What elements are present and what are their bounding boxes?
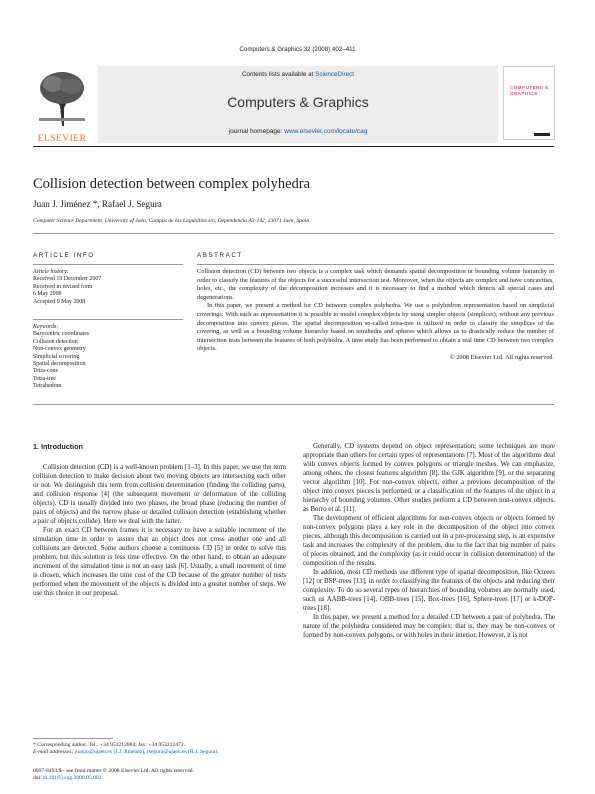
email-line [33,749,293,756]
sciencedirect-link[interactable]: ScienceDirect [315,71,354,78]
article-title: Collision detection between complex polyhedra [33,176,311,192]
abstract-body [197,268,554,363]
abstract-paragraph: Collision detection (CD) between two objects is a complex task which demands spatial decomposition or bounding volume hierarchy in order to classify the features of the objects for a successful intersection test. Moreover, when the objects are complex and have concavities, holes, etc., the complexity of the decomposition increases and it is necessary to find a method which detects all special cases and degenerations. [197,268,554,301]
body-paragraph: In addition, most CD methods use different type of spatial decomposition, like Octrees [12] or BSP-trees [13], in order to classifying the features of the objects and reducing their complexity. To do so several types of hierarchies of bounding volumes are normally used, such us AABB-trees [14], OBB-trees [15], Box-trees [16], Sphere-trees [17] or k-DOP-trees [18]. [303,569,555,612]
homepage-prefix: journal homepage: [228,128,285,135]
history-item: Received 19 December 2007 [33,276,102,283]
footnote-rule [33,738,113,739]
body-paragraph: Collision detection (CD) is a well-known problem [1–3]. In this paper, we use the term collision detection to make decision about two moving objects are intersecting each other or not. We distinguish this term from collision determination (finding the colliding parts), and collision response [4] (the subsequent movement or deformation of the colliding objects). CD is usually divided into two phases, the broad phase (reducing the number of pairs of objects) and the narrow phase or detailed collision detection (establishing whether a pair of objects collide). Here we deal with the latter. [33,464,286,525]
section-heading: 1. Introduction [33,442,83,451]
history-item: Received in revised form [33,283,93,290]
masthead-banner [98,66,498,143]
body-paragraph: Generally, CD systems depend on object representation; some techniques are more appropriate than others for certain types of representations [7]. Most of the algorithms deal with convex objects formed by convex polygons or triangle meshes. We can emphasize, among others, the closest features algorithm [8], the GJK algorithm [9], or the separating vector algorithm [10]. For non-convex objects, either a previous decomposition of the object into convex pieces is performed, or a classification of the features of the object in a hierarchy of bounding volumes. Other studies perform a CD between non-convex objects, as Borro et al. [11]. [303,443,555,513]
history-item: Accepted 9 May 2008 [33,298,86,305]
email-prefix: E-mail addresses: [33,749,75,756]
keyword-item: Tetra-tree [33,375,56,382]
keyword-item: Collision detection [33,338,78,345]
publisher-name: ELSEVIER [37,134,87,144]
keyword-item: Spatial decomposition [33,361,86,368]
keyword-item: Tetra-cone [33,368,59,375]
right-column [303,442,555,640]
keywords-rule [33,319,183,320]
journal-homepage [98,128,498,135]
keyword-item: Non-convex geometry [33,346,86,353]
abstract-paragraph: In this paper, we present a method for CD between complex polyhedra. We use a polyhedron representation based on simplicial coverings. With such as representation it is possible to model complex objects by using simpler objects (simplices), without any previous decomposition into convex pieces. The spatial decomposition so-called tetra-tree is utilized in order to classify the simplices of the covering, as well as a bounding volume hierarchy based on tetrahedra and spheres which allows us to drastically reduce the number of intersection tests between the features of both polyhedra. A time study has been performed to obtain a real time CD between two complex objects. [197,302,554,353]
keyword-item: Tetrahedron [33,383,62,390]
homepage-link[interactable]: www.elsevier.com/locate/cag [284,128,368,135]
doi-line [33,775,333,782]
left-column [33,463,286,598]
elsevier-tree-icon [33,66,91,128]
issn-line: 0097-8493/$ - see front matter © 2008 Elsevier Ltd. All rights reserved. [33,768,194,774]
title-rule [33,233,554,234]
footnotes [33,742,293,756]
abstract-bottom-rule [33,404,554,405]
abstract-rule [197,264,554,265]
running-header: Computers & Graphics 32 (2008) 402–411 [239,46,356,53]
publication-info [33,768,333,782]
body-paragraph: The development of efficient algorithms for non-convex objects or objects formed by non-convex polygons plays a key role in the decomposition of the object into convex pieces, although this decomposition is carried out in a pre-processing step, is an expensive task and increases the complexity of the problem, due to the fact that big number of pairs of pieces obtained, and the complexity (as it could occur in collision determination) of the composition of the results. [303,515,555,567]
keyword-item: Barycentric coordinates [33,331,90,338]
abstract-heading: ABSTRACT [197,252,243,259]
doi-prefix: doi: [33,775,42,782]
history-label: Article history: [33,269,69,275]
article-authors: Juan J. Jiménez *, Rafael J. Segura [33,199,162,209]
contents-prefix: Contents lists available at [241,71,316,78]
cover-bar [534,133,550,136]
cover-title: COMPUTERS & GRAPHICS [510,85,549,96]
body-paragraph: In this paper, we present a method for a detailed CD between a pair of polyhedra. The nature of the polyhedra considered may be complex; that is, they may be non-convex or formed by non-convex polygons, or with holes in their interior. However, it is not [303,614,555,639]
body-paragraph: For an exact CD between frames it is necessary to have a suitable increment of the simulation time in order to assure that an object does not cross another one and all collisions are detected. Some authors choose a continuous CD [5] in order to solve this problem, but this solution is less time effective. On the other hand, to obtain an adequate increment of the simulation time is not an easy task [6]. Usually, a small increment of time is chosen, which increases the time cost of the CD because of the greater number of tests performed when the movement of the objects is divided into a greater number of steps. We use this choice in our proposal. [33,527,286,597]
email-links[interactable]: juanjo@ujaen.es (J.J. Jiménez), rsegura@ujaen.es (R.J. Segura). [74,749,219,756]
keywords-label: Keywords: [33,324,59,330]
doi-link[interactable]: 10.1016/j.cag.2008.05.002 [41,775,102,782]
history-item: 6 May 2008 [33,291,62,298]
keywords-list [33,324,183,391]
journal-cover [503,66,555,140]
article-info-heading: ARTICLE INFO [33,252,95,259]
keyword-item: Simplicial covering [33,353,80,360]
article-history [33,269,183,306]
corresponding-author: * Corresponding author. Tel.: +34 953212884; fax: +34 953212472. [33,742,186,748]
article-affiliation: Computer Science Department, University of Jaén, Campus de las Lagunillas s/n, Dependencia A3-142, 23071 Jaén, Spain [33,218,310,224]
elsevier-logo [33,66,91,144]
article-info-rule [33,264,183,265]
journal-title: Computers & Graphics [227,94,369,110]
abstract-copyright: © 2008 Elsevier Ltd. All rights reserved. [449,353,554,361]
masthead-rule [33,146,554,147]
contents-line [98,71,498,78]
